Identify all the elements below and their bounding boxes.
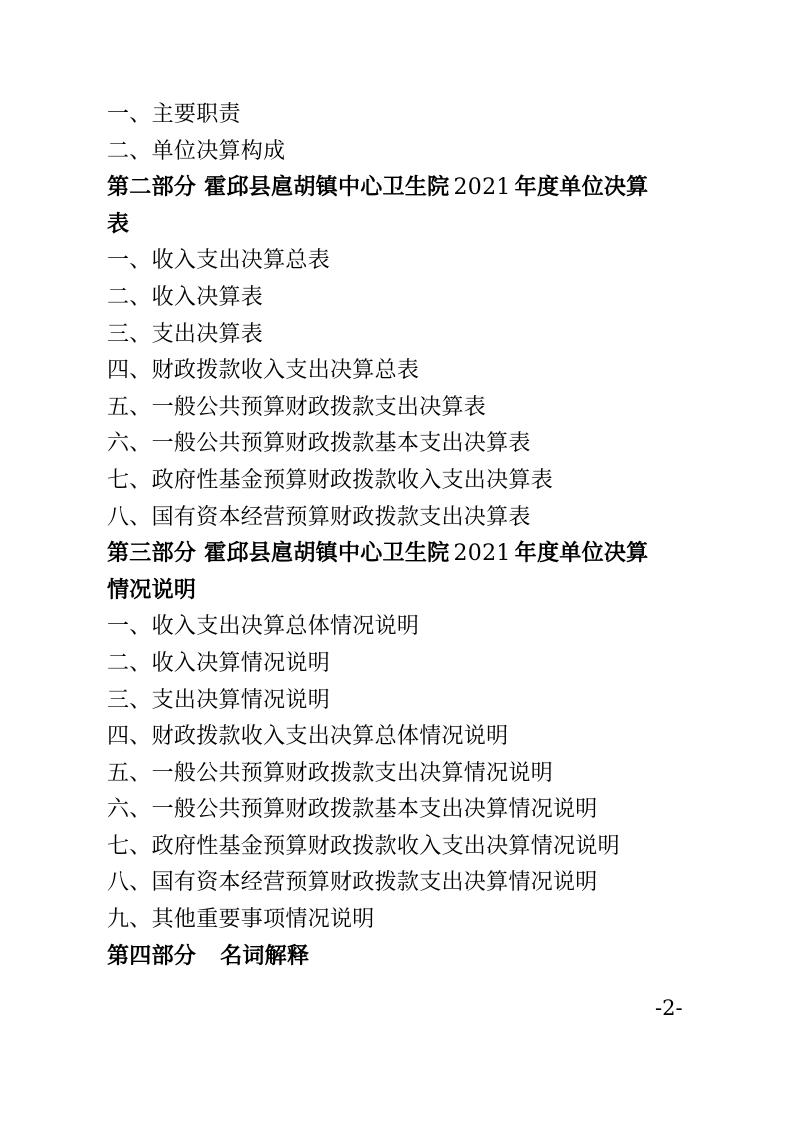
toc-item: 二、收入决算表 (107, 284, 264, 310)
toc-item: 三、支出决算表 (107, 321, 264, 347)
toc-item: 二、收入决算情况说明 (107, 650, 331, 676)
toc-item: 六、一般公共预算财政拨款基本支出决算表 (107, 431, 531, 457)
part2-heading-continued: 表 (107, 211, 130, 237)
toc-item: 一、收入支出决算总表 (107, 248, 331, 274)
toc-item: 一、收入支出决算总体情况说明 (107, 614, 420, 640)
toc-item: 五、一般公共预算财政拨款支出决算表 (107, 394, 487, 420)
part4-heading: 第四部分 名词解释 (107, 943, 310, 969)
toc-item: 四、财政拨款收入支出决算总表 (107, 358, 420, 384)
toc-item: 七、政府性基金预算财政拨款收入支出决算情况说明 (107, 833, 620, 859)
part2-heading-year: 2021 (453, 175, 511, 201)
toc-item: 六、一般公共预算财政拨款基本支出决算情况说明 (107, 797, 598, 823)
part3-heading-year: 2021 (453, 541, 511, 567)
part3-heading-post: 年度单位决算 (514, 541, 649, 567)
toc-item-unit-composition: 二、单位决算构成 (107, 138, 286, 164)
toc-item: 九、其他重要事项情况说明 (107, 907, 375, 933)
part2-heading-pre: 第二部分 霍邱县扈胡镇中心卫生院 (107, 175, 450, 201)
part3-heading (107, 536, 707, 573)
page-number: -2- (655, 996, 683, 1020)
toc-content (107, 97, 707, 975)
part3-heading-continued: 情况说明 (107, 577, 197, 603)
part2-heading-post: 年度单位决算 (514, 175, 649, 201)
toc-item: 五、一般公共预算财政拨款支出决算情况说明 (107, 760, 554, 786)
toc-item: 八、国有资本经营预算财政拨款支出决算表 (107, 504, 531, 530)
toc-item: 三、支出决算情况说明 (107, 687, 331, 713)
toc-item: 八、国有资本经营预算财政拨款支出决算情况说明 (107, 870, 598, 896)
toc-item: 七、政府性基金预算财政拨款收入支出决算表 (107, 467, 554, 493)
toc-item-main-duties: 一、主要职责 (107, 102, 241, 127)
part3-heading-pre: 第三部分 霍邱县扈胡镇中心卫生院 (107, 541, 450, 567)
part2-heading (107, 170, 707, 207)
toc-item: 四、财政拨款收入支出决算总体情况说明 (107, 724, 509, 750)
